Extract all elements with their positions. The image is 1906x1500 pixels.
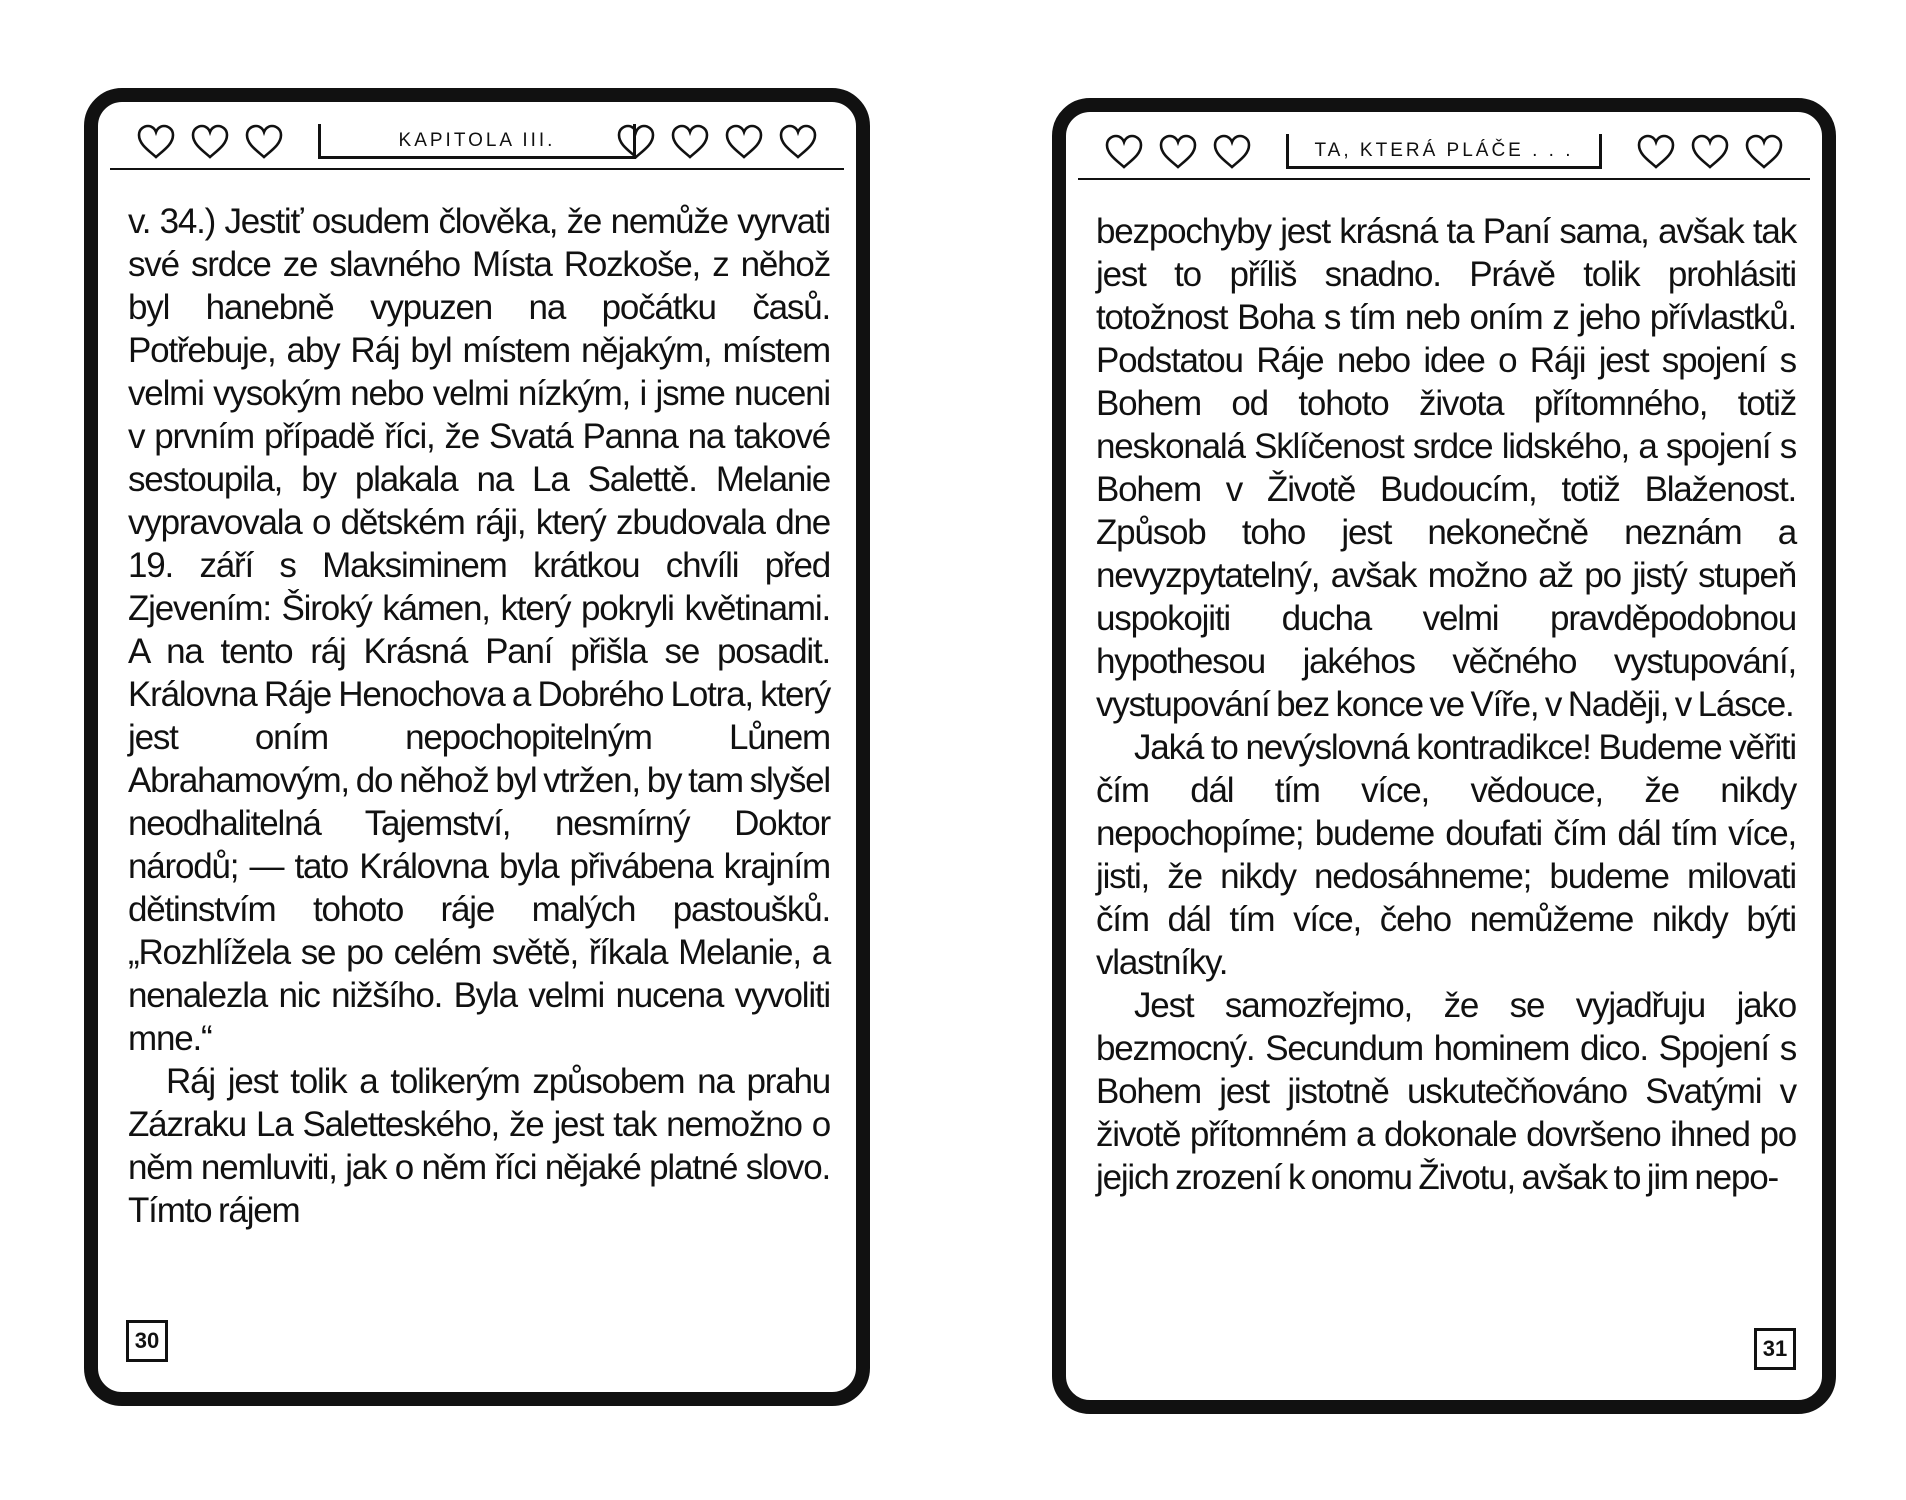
heart-outline-icon [778,124,818,160]
heart-outline-icon [1636,134,1676,170]
left-page-body-text [128,200,830,1232]
body-paragraph: bezpochyby jest krásná ta Paní sama, avšak tak jest to příliš snadno. Právě tolik prohlásiti totožnost Boha s tím neb oním z jeho přívlastků. Podstatou Ráje nebo idee o Ráji jest spojení s Bohem od tohoto života přítomného, totiž neskonalá Sklíčenost srdce lidského, a spojení s Bohem v Životě Budoucím, totiž Blaženost. Způsob toho jest nekonečně neznám a nevyzpytatelný, avšak možno až po jistý stupeň uspokojiti ducha velmi pravděpodobnou hypothesou jakéhos věčného vystupování, vystupování bez konce ve Víře, v Naději, v Lásce. [1096,212,1796,724]
body-paragraph: Jest samozřejmo, že se vyjadřuju jako bezmocný. Secundum hominem dico. Spojení s Bohem jest jistotně uskutečňováno Svatými v životě přítomném a dokonale dovršeno ihned po jejich zrození k onomu Životu, avšak to jim nepo- [1096,986,1796,1197]
heart-outline-icon [616,124,656,160]
page-number: 31 [1754,1328,1796,1370]
heart-outline-icon [670,124,710,160]
heart-outline-icon [190,124,230,160]
right-page [1052,98,1836,1414]
left-header-hearts-right [616,124,818,160]
chapter-header-title: KAPITOLA III. [318,124,636,159]
right-page-body-text [1096,210,1796,1199]
running-header-title: TA, KTERÁ PLÁČE . . . [1286,134,1602,169]
body-paragraph: v. 34.) Jestiť osudem člověka, že nemůže vyrvati své srdce ze slavného Místa Rozkoše, z něhož byl hanebně vypuzen na počátku časů. Potřebuje, aby Ráj byl místem nějakým, místem velmi vysokým nebo velmi nízkým, i jsme nuceni v prvním případě říci, že Svatá Panna na takové sestoupila, by plakala na La Salettě. Melanie vypravovala o dětském ráji, který zbudovala dne 19. září s Maksiminem krátkou chvíli před Zjevením: Široký kámen, který pokryli květinami. A na tento ráj Krásná Paní přišla se posadit. Královna Ráje Henochova a Dobrého Lotra, který jest oním nepochopitelným Lůnem Abrahamovým, do něhož byl vtržen, by tam slyšel neodhalitelná Tajemství, nesmírný Doktor národů; — tato Královna byla přivábena krajním dětinstvím tohoto ráje malých pastoušků. „Rozhlížela se po celém světě, říkala Melanie, a nenalezla nic nižšího. Byla velmi nucena vyvoliti mne.“ [128,202,830,1058]
right-header-hearts-left [1104,134,1252,170]
heart-outline-icon [1104,134,1144,170]
right-page-header [1078,126,1810,180]
heart-outline-icon [244,124,284,160]
heart-outline-icon [1744,134,1784,170]
body-paragraph: Ráj jest tolik a tolikerým způsobem na prahu Zázraku La Saletteského, že jest tak nemožno o něm nemluviti, jak o něm říci nějaké platné slovo. Tímto rájem [128,1062,830,1230]
page-number: 30 [126,1320,168,1362]
heart-outline-icon [724,124,764,160]
right-header-hearts-right [1636,134,1784,170]
left-header-hearts-left [136,124,284,160]
body-paragraph: Jaká to nevýslovná kontradikce! Budeme věřiti čím dál tím více, vědouce, že nikdy nepochopíme; budeme doufati čím dál tím více, jisti, že nikdy nedosáhneme; budeme milovati čím dál tím více, čeho nemůžeme nikdy býti vlastníky. [1096,728,1796,982]
left-page-header [110,116,844,170]
heart-outline-icon [1690,134,1730,170]
left-page [84,88,870,1406]
heart-outline-icon [136,124,176,160]
heart-outline-icon [1212,134,1252,170]
heart-outline-icon [1158,134,1198,170]
